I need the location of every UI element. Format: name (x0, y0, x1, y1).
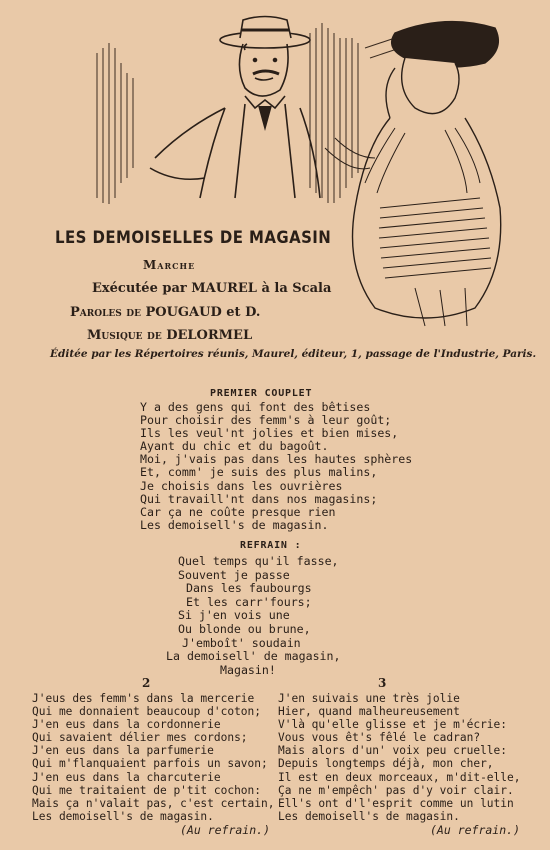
couplet3-verse (278, 692, 520, 823)
verse-line: Et, comm' je suis des plus malins, (140, 465, 378, 480)
publisher-line: Éditée par les Répertoires réunis, Maurel, éditeur, 1, passage de l'Industrie, Paris. (50, 348, 537, 360)
refrain-heading: REFRAIN : (240, 540, 302, 551)
lyricist-names: POUGAUD et D. (145, 305, 261, 320)
verse-line: Les demoisell's de magasin. (140, 517, 329, 532)
couplet2-verse (32, 692, 274, 823)
refrain-line: La demoisell' de magasin, (166, 649, 341, 664)
couplet3-refrain-cue: (Au refrain.) (430, 823, 521, 837)
verse-line: Je choisis dans les ouvrières (140, 478, 343, 493)
refrain-line: Dans les faubourgs (186, 581, 312, 596)
refrain-line: Magasin! (220, 662, 276, 677)
verse-line: Hier, quand malheureusement (278, 705, 460, 719)
verse-line: Ça ne m'empêch' pas d'y voir clair. (278, 783, 514, 797)
verse-line: Qui me traitaient de p'tit cochon: (32, 783, 262, 797)
composer-prefix: Musique de (87, 328, 162, 343)
performer-line: Exécutée par MAUREL à la Scala (92, 281, 332, 296)
verse-line: Ils les veul'nt jolies et bien mises, (140, 426, 399, 441)
verse-line: Qui m'flanquaient parfois un savon; (32, 757, 268, 771)
verse-line: Qui savaient délier mes cordons; (32, 731, 248, 745)
verse-line: J'en suivais une très jolie (278, 692, 460, 705)
verse-line: Ayant du chic et du bagoût. (140, 439, 329, 454)
refrain-line: J'emboît' soudain (182, 635, 301, 650)
first-couplet-heading: PREMIER COUPLET (210, 388, 313, 399)
verse-line: Depuis longtemps déjà, mon cher, (278, 757, 494, 771)
verse-line: Pour choisir des femm's à leur goût; (140, 413, 392, 428)
verse-line: Ell's ont d'l'esprit comme un lutin (278, 796, 514, 810)
refrain-line: Ou blonde ou brune, (178, 621, 311, 636)
verse-line: Car ça ne coûte presque rien (140, 504, 336, 519)
lyricist-line (70, 305, 260, 320)
verse-line: Moi, j'vais pas dans les hautes sphères (140, 452, 413, 467)
refrain-line: Si j'en vois une (178, 608, 290, 623)
song-genre: Marche (143, 258, 196, 272)
refrain-verse (166, 554, 341, 677)
composer-line (87, 328, 252, 343)
couplet3-number: 3 (378, 676, 387, 690)
verse-line: Qui me donnaient beaucoup d'coton; (32, 705, 262, 719)
couplet2-number: 2 (142, 676, 151, 690)
verse-line: Qui travaill'nt dans nos magasins; (140, 491, 378, 506)
verse-line: J'en eus dans la parfumerie (32, 744, 214, 758)
verse-line: Les demoisell's de magasin. (278, 809, 460, 823)
verse-line: V'là qu'elle glisse et je m'écrie: (278, 718, 508, 732)
song-title: LES DEMOISELLES DE MAGASIN (55, 228, 332, 248)
verse-line: Il est en deux morceaux, m'dit-elle, (278, 770, 521, 784)
verse-line: Mais ça n'valait pas, c'est certain, (32, 796, 275, 810)
illustration-couple (95, 8, 515, 328)
first-couplet-verse (140, 401, 412, 532)
composer-name: DELORMEL (166, 328, 253, 343)
verse-line: Mais alors d'un' voix peu cruelle: (278, 744, 508, 758)
refrain-line: Et les carr'fours; (186, 594, 312, 609)
refrain-line: Quel temps qu'il fasse, (178, 554, 339, 568)
couplet2-refrain-cue: (Au refrain.) (180, 823, 271, 837)
verse-line: J'en eus dans la charcuterie (32, 770, 221, 784)
verse-line: Y a des gens qui font des bêtises (140, 400, 371, 414)
verse-line: Les demoisell's de magasin. (32, 809, 214, 823)
refrain-line: Souvent je passe (178, 567, 290, 582)
verse-line: J'eus des femm's dans la mercerie (32, 692, 255, 705)
lyricist-prefix: Paroles de (70, 305, 141, 320)
verse-line: J'en eus dans la cordonnerie (32, 718, 221, 732)
verse-line: Vous vous êt's fêlé le cadran? (278, 731, 481, 745)
